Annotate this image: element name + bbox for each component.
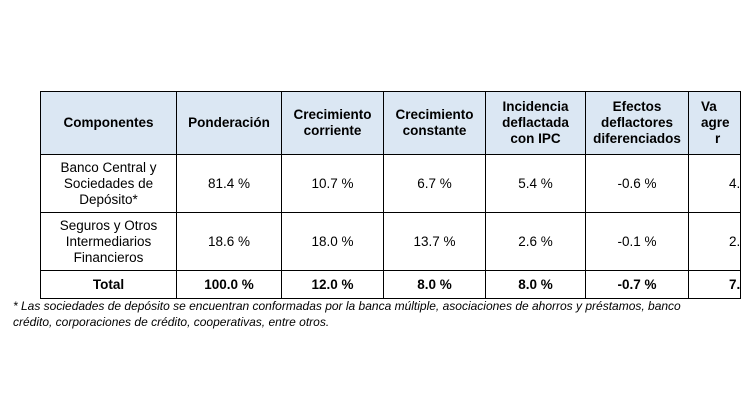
row-component-label: Banco Central y Sociedades de Depósito* (41, 155, 177, 213)
components-table (40, 91, 741, 299)
cell-efectos: -0.6 % (586, 155, 689, 213)
cell-crecimiento-corriente: 10.7 % (282, 155, 384, 213)
table-row (41, 155, 741, 213)
cell-efectos: -0.1 % (586, 213, 689, 271)
total-incidencia: 8.0 % (486, 271, 586, 299)
footnote-line-2: crédito, corporaciones de crédito, cooperativas, entre otros. (13, 315, 330, 329)
table-header-row (41, 92, 741, 155)
cell-incidencia: 5.4 % (486, 155, 586, 213)
table-row (41, 213, 741, 271)
header-crecimiento-constante: Crecimiento constante (384, 92, 486, 155)
header-incidencia-deflactada: Incidencia deflactada con IPC (486, 92, 586, 155)
cell-incidencia: 2.6 % (486, 213, 586, 271)
total-efectos: -0.7 % (586, 271, 689, 299)
cell-valor-agregado: 4. (689, 155, 741, 213)
header-efectos-deflactores: Efectos deflactores diferenciados (586, 92, 689, 155)
total-label: Total (41, 271, 177, 299)
cell-crecimiento-constante: 6.7 % (384, 155, 486, 213)
cell-valor-agregado: 2. (689, 213, 741, 271)
cell-ponderacion: 18.6 % (177, 213, 282, 271)
footnote-line-1: * Las sociedades de depósito se encuentran conformadas por la banca múltiple, asociaciones de ahorros y préstamos, banco (13, 299, 681, 313)
header-valor-agregado-truncated: Va agre r (689, 92, 741, 155)
total-ponderacion: 100.0 % (177, 271, 282, 299)
cell-crecimiento-corriente: 18.0 % (282, 213, 384, 271)
cell-crecimiento-constante: 13.7 % (384, 213, 486, 271)
total-crecimiento-corriente: 12.0 % (282, 271, 384, 299)
row-component-label: Seguros y Otros Intermediarios Financieros (41, 213, 177, 271)
total-valor-agregado: 7. (689, 271, 741, 299)
footnote (13, 298, 733, 330)
total-crecimiento-constante: 8.0 % (384, 271, 486, 299)
table-total-row (41, 271, 741, 299)
cell-ponderacion: 81.4 % (177, 155, 282, 213)
header-crecimiento-corriente: Crecimiento corriente (282, 92, 384, 155)
header-componentes: Componentes (41, 92, 177, 155)
header-ponderacion: Ponderación (177, 92, 282, 155)
components-table-wrapper (40, 91, 740, 299)
